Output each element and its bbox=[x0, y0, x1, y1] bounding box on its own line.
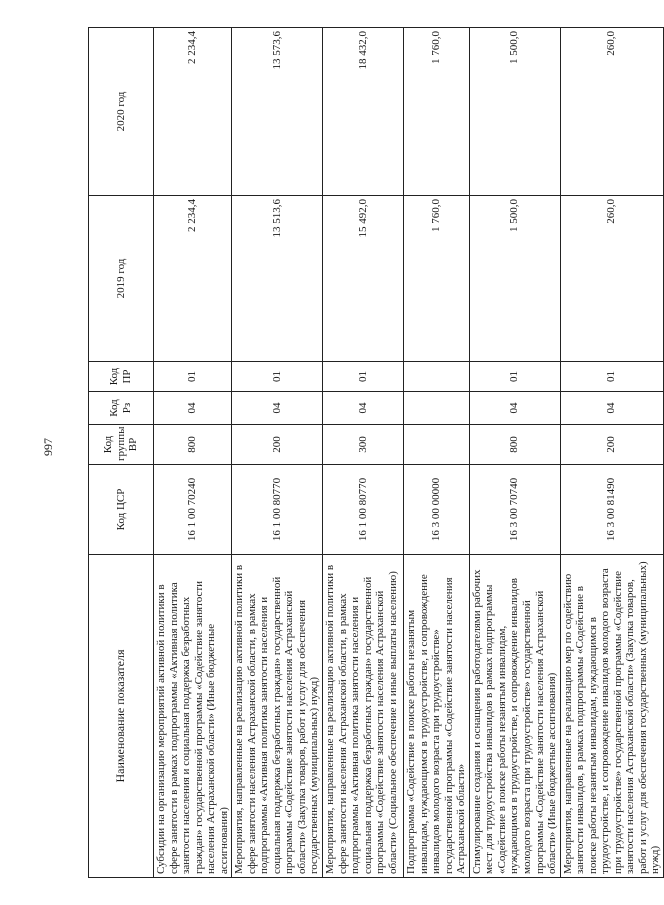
cell-csr: 16 3 00 70740 bbox=[469, 465, 560, 555]
rotated-table-pane bbox=[88, 28, 662, 878]
cell-csr: 16 3 00 00000 bbox=[404, 465, 470, 555]
rotated-table-container bbox=[88, 28, 662, 878]
cell-rz: 04 bbox=[154, 392, 232, 425]
header-vr: Код группы ВР bbox=[89, 425, 154, 465]
cell-rz bbox=[404, 392, 470, 425]
cell-vr: 800 bbox=[154, 425, 232, 465]
cell-2019: 1 760,0 bbox=[404, 196, 470, 362]
table-row bbox=[323, 28, 404, 878]
cell-2020: 1 760,0 bbox=[404, 28, 470, 196]
cell-rz: 04 bbox=[323, 392, 404, 425]
cell-name: Подпрограмма «Содействие в поиске работы незанятым инвалидам, нуждающимся в трудоустройстве, и сопровождение инвалидов молодого возраста при трудоустройстве» государственной программы «Содействие занятости населения Астраханской области» bbox=[404, 555, 470, 878]
table-row bbox=[154, 28, 232, 878]
cell-name: Мероприятия, направленные на реализацию активной политики в сфере занятости населения Астраханской области, в рамках подпрограммы «Активная политика занятости населения и социальная поддержка безработных граждан» государственной программы «Содействие занятости населения Астраханской области» (Закупка товаров, работ и услуг для обеспечения государственных (муниципальных) нужд) bbox=[232, 555, 323, 878]
cell-pr bbox=[404, 362, 470, 392]
cell-rz: 04 bbox=[469, 392, 560, 425]
cell-2020: 18 432,0 bbox=[323, 28, 404, 196]
cell-2020: 1 500,0 bbox=[469, 28, 560, 196]
cell-csr: 16 1 00 80770 bbox=[232, 465, 323, 555]
cell-vr: 300 bbox=[323, 425, 404, 465]
header-name: Наименование показателя bbox=[89, 555, 154, 878]
cell-csr: 16 1 00 80770 bbox=[323, 465, 404, 555]
header-rz: Код Рз bbox=[89, 392, 154, 425]
cell-name: Мероприятия, направленные на реализацию активной политики в сфере занятости населения Астраханской области, в рамках подпрограммы «Активная политика занятости населения и социальная поддержка безработных граждан» государственной программы «Содействие занятости населения Астраханской области» (Социальное обеспечение и иные выплаты населению) bbox=[323, 555, 404, 878]
header-csr: Код ЦСР bbox=[89, 465, 154, 555]
table-row bbox=[404, 28, 470, 878]
cell-2020: 2 234,4 bbox=[154, 28, 232, 196]
cell-2020: 260,0 bbox=[560, 28, 663, 196]
cell-2019: 13 513,6 bbox=[232, 196, 323, 362]
cell-pr: 01 bbox=[154, 362, 232, 392]
cell-2020: 13 573,6 bbox=[232, 28, 323, 196]
cell-pr: 01 bbox=[323, 362, 404, 392]
table-row bbox=[232, 28, 323, 878]
header-2019: 2019 год bbox=[89, 196, 154, 362]
cell-name: Субсидии на организацию мероприятий активной политики в сфере занятости в рамках подпрограммы «Активная политика занятости населения и социальная поддержка безработных граждан» государственной программы «Содействие занятости населения Астраханской области» (Иные бюджетные ассигнования) bbox=[154, 555, 232, 878]
cell-rz: 04 bbox=[560, 392, 663, 425]
table-header-row bbox=[89, 28, 154, 878]
cell-vr: 800 bbox=[469, 425, 560, 465]
cell-2019: 1 500,0 bbox=[469, 196, 560, 362]
cell-csr: 16 1 00 70240 bbox=[154, 465, 232, 555]
cell-vr bbox=[404, 425, 470, 465]
cell-name: Стимулирование создания и оснащения работодателями рабочих мест для трудоустройства инвалидов в рамках подпрограммы «Содействие в поиске работы незанятым инвалидам, нуждающимся в трудоустройстве, и сопровождение инвалидов молодого возраста при трудоустройстве» государственной программы «Содействие занятости населения Астраханской области» (Иные бюджетные ассигнования) bbox=[469, 555, 560, 878]
cell-name: Мероприятия, направленные на реализацию мер по содействию занятости инвалидов, в рамках подпрограммы «Содействие в поиске работы незанятым инвалидам, нуждающимся в трудоустройстве, и сопровождение инвалидов молодого возраста при трудоустройстве» государственной программы «Содействие занятости населения Астраханской области» (Закупка товаров, работ и услуг для обеспечения государственных (муниципальных) нужд) bbox=[560, 555, 663, 878]
cell-2019: 15 492,0 bbox=[323, 196, 404, 362]
cell-vr: 200 bbox=[232, 425, 323, 465]
header-2020: 2020 год bbox=[89, 28, 154, 196]
table-row bbox=[469, 28, 560, 878]
cell-csr: 16 3 00 81490 bbox=[560, 465, 663, 555]
page-number: 997 bbox=[41, 438, 55, 456]
cell-2019: 260,0 bbox=[560, 196, 663, 362]
cell-vr: 200 bbox=[560, 425, 663, 465]
header-pr: Код ПР bbox=[89, 362, 154, 392]
cell-pr: 01 bbox=[469, 362, 560, 392]
cell-pr: 01 bbox=[560, 362, 663, 392]
cell-2019: 2 234,4 bbox=[154, 196, 232, 362]
cell-pr: 01 bbox=[232, 362, 323, 392]
budget-table bbox=[88, 27, 664, 878]
cell-rz: 04 bbox=[232, 392, 323, 425]
table-row bbox=[560, 28, 663, 878]
